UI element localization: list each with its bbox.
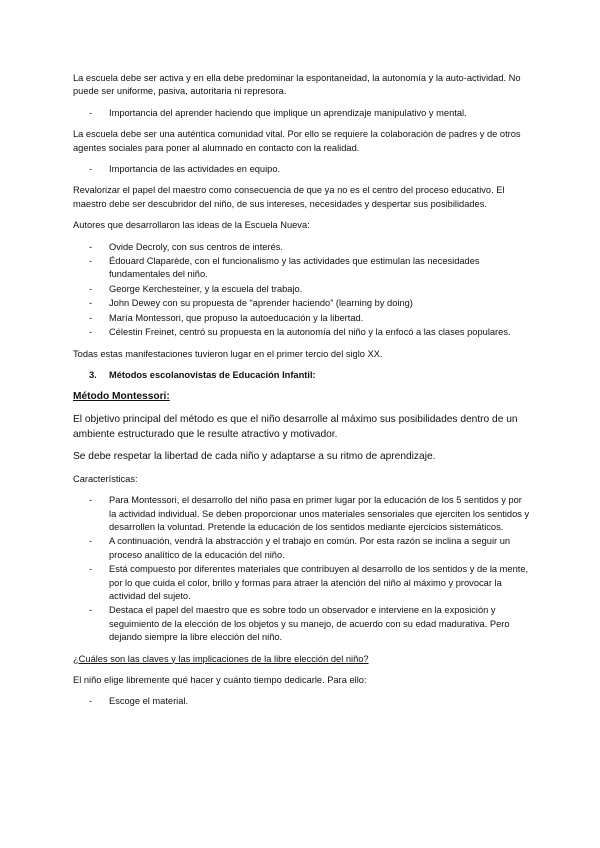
paragraph-authors-intro: Autores que desarrollaron las ideas de la Escuela Nueva: [73,220,310,231]
list-item: - Célestin Freinet, centró su propuesta en la autonomía del niño y la enfocó a las clases populares. [89,327,511,338]
paragraph-teacher-role: Revalorizar el papel del maestro como consecuencia de que ya no es el centro del proceso educativo. El maestro debe ser descubridor del niño, de sus intereses, necesidades y despertar sus posibilidades. [73,185,505,209]
question-heading: ¿Cuáles son las claves y las implicaciones de la libre elección del niño? [73,653,369,664]
list-item: - Édouard Claparède, con el funcionalismo y las actividades que estimulan las necesidades fundamentales del niño. [89,256,480,280]
list-item: - Para Montessori, el desarrollo del niño pasa en primer lugar por la educación de los 5 sentidos y por la actividad individual. Se deben proporcionar unos materiales sensoriales que ejerciten los sentidos y desarrollen la voluntad. Pretende la educación de los sentidos mediante ejercicios sistemáticos. [89,495,530,532]
authors-list [73,241,531,340]
list-item: - George Kerchesteiner, y la escuela del trabajo. [89,283,303,294]
list-item: - María Montessori, que propuso la autoeducación y la libertad. [89,312,364,323]
paragraph-characteristics-label: Características: [73,473,138,484]
list-item: - John Dewey con su propuesta de “aprender haciendo” (learning by doing) [89,298,413,309]
bullet-list-1 [73,107,531,120]
list-item: - Importancia de las actividades en equipo. [89,164,281,175]
final-list [73,695,531,708]
bullet-list-2 [73,163,531,176]
document-page [73,72,531,717]
list-item: - Importancia del aprender haciendo que implique un aprendizaje manipulativo y mental. [89,107,467,118]
paragraph-century: Todas estas manifestaciones tuvieron lugar en el primer tercio del siglo XX. [73,348,383,359]
section-heading: 3. Métodos escolanovistas de Educación Infantil: [89,369,316,380]
paragraph-objective: El objetivo principal del método es que el niño desarrolle al máximo sus posibilidades dentro de un ambiente estructurado que le resulte atractivo y motivador. [73,413,518,440]
list-item: - Ovide Decroly, con sus centros de interés. [89,241,283,252]
list-item: - A continuación, vendrá la abstracción y el trabajo en común. Por esta razón se inclina a seguir un proceso analítico de la educación del niño. [89,536,511,560]
list-item: - Está compuesto por diferentes materiales que contribuyen al desarrollo de los sentidos y de la mente, por lo que cuida el color, brillo y formas para atraer la atención del niño al máximo y provocar la actividad del sujeto. [89,564,529,601]
paragraph-active-school: La escuela debe ser activa y en ella debe predominar la espontaneidad, la autonomía y la auto-actividad. No puede ser uniforme, pasiva, autoritaria ni represora. [73,73,521,97]
list-item: - Destaca el papel del maestro que es sobre todo un observador e interviene en la exposición y seguimiento de la elección de los objetos y su manejo, de acuerdo con su edad madurativa. Pero dejando siempre la libre elección del niño. [89,605,510,643]
paragraph-respect: Se debe respetar la libertad de cada niño y adaptarse a su ritmo de aprendizaje. [73,451,436,463]
paragraph-community: La escuela debe ser una auténtica comunidad vital. Por ello se requiere la colaboración de padres y de otros agentes sociales para poner al alumnado en contacto con la realidad. [73,129,521,153]
paragraph-free-choice: El niño elige libremente qué hacer y cuánto tiempo dedicarle. Para ello: [73,674,367,685]
characteristics-list [73,494,531,644]
subheading-montessori: Método Montessori: [73,391,170,403]
list-item: - Escoge el material. [89,696,189,707]
